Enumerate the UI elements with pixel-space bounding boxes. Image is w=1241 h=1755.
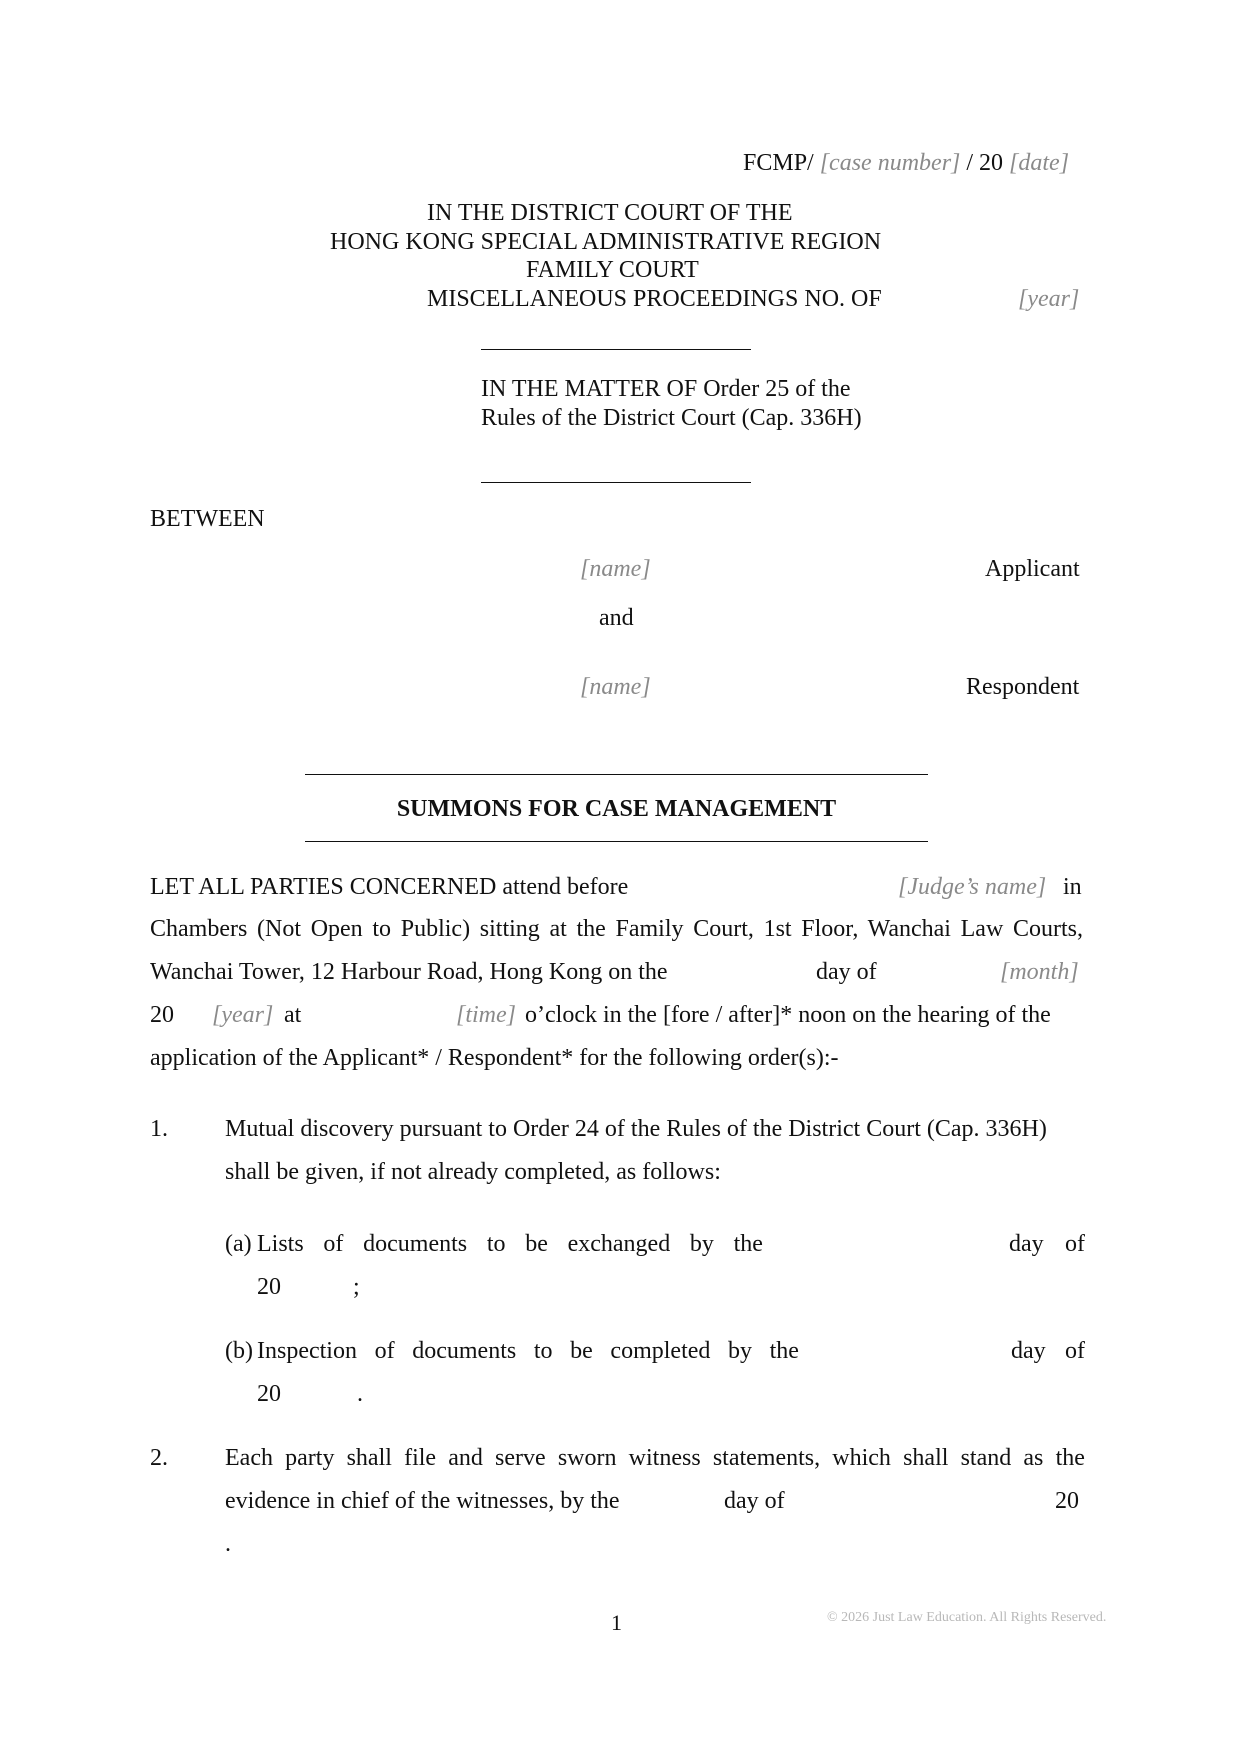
item-2-word: shall <box>346 1445 392 1471</box>
item-2-word: serve <box>495 1445 546 1471</box>
item-2-word: Each <box>225 1445 273 1471</box>
court-line-3: FAMILY COURT <box>526 257 699 283</box>
item-2-word: sworn <box>557 1445 617 1471</box>
item-2-number: 2. <box>150 1445 168 1471</box>
item-1b-20: 20 <box>257 1381 281 1407</box>
item-2-word: and <box>448 1445 483 1471</box>
item-2-line-2-20: 20 <box>1055 1488 1079 1514</box>
case-reference <box>743 151 1069 175</box>
court-line-4: MISCELLANEOUS PROCEEDINGS NO. OF <box>427 286 882 312</box>
item-2-line-2-day-of: day of <box>724 1488 785 1514</box>
item-1-number: 1. <box>150 1116 168 1142</box>
item-1b-word: be <box>570 1338 593 1364</box>
item-1a-words <box>257 1232 763 1256</box>
intro-line-5: application of the Applicant* / Respondent* for the following order(s):- <box>150 1045 839 1071</box>
item-1a-word: to <box>486 1231 506 1257</box>
item-1a-label: (a) <box>225 1231 252 1257</box>
respondent-name-placeholder: [name] <box>580 674 651 700</box>
matter-line-2: Rules of the District Court (Cap. 336H) <box>481 405 862 431</box>
title-rule-bottom <box>305 841 928 842</box>
court-line-1: IN THE DISTRICT COURT OF THE <box>427 200 793 226</box>
item-2-word: as <box>1023 1445 1044 1471</box>
intro-line-3-text: Wanchai Tower, 12 Harbour Road, Hong Kong on the <box>150 959 668 985</box>
case-number-placeholder: [case number] <box>819 150 961 176</box>
item-2-word: shall <box>903 1445 949 1471</box>
item-2-word: witness <box>628 1445 701 1471</box>
item-1b-word: documents <box>412 1338 517 1364</box>
item-1b-words <box>257 1339 799 1363</box>
divider-line-2 <box>481 482 751 483</box>
item-1a-word: be <box>525 1231 548 1257</box>
applicant-name-placeholder: [name] <box>580 556 651 582</box>
copyright-notice: © 2026 Just Law Education. All Rights Reserved. <box>827 1610 1107 1625</box>
title-rule-top <box>305 774 928 775</box>
item-1a-word: Lists <box>257 1231 304 1257</box>
item-1-line-1: Mutual discovery pursuant to Order 24 of the Rules of the District Court (Cap. 336H) <box>225 1116 1047 1142</box>
judge-name-placeholder: [Judge’s name] <box>898 874 1047 900</box>
item-1a-word: documents <box>363 1231 468 1257</box>
intro-line-4-20: 20 <box>150 1002 174 1028</box>
item-1b-word: the <box>769 1338 799 1364</box>
item-1b-word: of <box>374 1338 395 1364</box>
divider-line-1 <box>481 349 751 350</box>
item-2-line-3-end: . <box>225 1531 231 1557</box>
item-1a-end: ; <box>353 1274 360 1300</box>
intro-line-4-at: at <box>284 1002 302 1028</box>
intro-line-1-text: LET ALL PARTIES CONCERNED attend before <box>150 874 629 900</box>
item-1a-word: exchanged <box>567 1231 671 1257</box>
item-2-word: stand <box>960 1445 1012 1471</box>
between-label: BETWEEN <box>150 506 265 532</box>
item-2-word: statements, <box>712 1445 821 1471</box>
case-mid: / 20 <box>966 150 1004 176</box>
item-1a-word: the <box>733 1231 763 1257</box>
intro-line-3-day-of: day of <box>816 959 877 985</box>
proceedings-year-placeholder: [year] <box>1018 286 1080 312</box>
item-1a-20: 20 <box>257 1274 281 1300</box>
case-prefix: FCMP/ <box>743 150 814 176</box>
item-2-line-1 <box>225 1446 1085 1470</box>
applicant-role: Applicant <box>985 556 1080 582</box>
item-1b-day-of: day of <box>1011 1338 1085 1364</box>
document-title: SUMMONS FOR CASE MANAGEMENT <box>396 796 837 822</box>
item-1b-end: . <box>357 1381 363 1407</box>
month-placeholder: [month] <box>1000 959 1079 985</box>
item-1b-word: completed <box>610 1338 711 1364</box>
respondent-role: Respondent <box>966 674 1080 700</box>
item-1-line-2: shall be given, if not already completed, as follows: <box>225 1159 721 1185</box>
item-2-word: party <box>285 1445 335 1471</box>
court-line-2: HONG KONG SPECIAL ADMINISTRATIVE REGION <box>330 229 882 255</box>
item-1b-word: to <box>533 1338 553 1364</box>
intro-line-1-end: in <box>1063 874 1082 900</box>
intro-line-2: Chambers (Not Open to Public) sitting at the Family Court, 1st Floor, Wanchai Law Courts, <box>150 916 1083 942</box>
item-1a-word: of <box>323 1231 344 1257</box>
item-1a-day-of: day of <box>1009 1231 1085 1257</box>
item-2-word: the <box>1055 1445 1085 1471</box>
item-1b-word: Inspection <box>257 1338 357 1364</box>
item-2-line-2-text: evidence in chief of the witnesses, by the <box>225 1488 620 1514</box>
intro-line-4-rest: o’clock in the [fore / after]* noon on the hearing of the <box>525 1002 1051 1028</box>
year-placeholder: [year] <box>212 1002 274 1028</box>
item-2-word: file <box>404 1445 437 1471</box>
item-2-word: which <box>832 1445 891 1471</box>
page-number: 1 <box>611 1610 622 1635</box>
and-label: and <box>599 605 634 631</box>
item-1a-word: by <box>689 1231 714 1257</box>
date-placeholder: [date] <box>1009 150 1070 176</box>
time-placeholder: [time] <box>456 1002 516 1028</box>
item-1b-word: by <box>728 1338 753 1364</box>
matter-line-1: IN THE MATTER OF Order 25 of the <box>481 376 851 402</box>
item-1b-label: (b) <box>225 1338 253 1364</box>
